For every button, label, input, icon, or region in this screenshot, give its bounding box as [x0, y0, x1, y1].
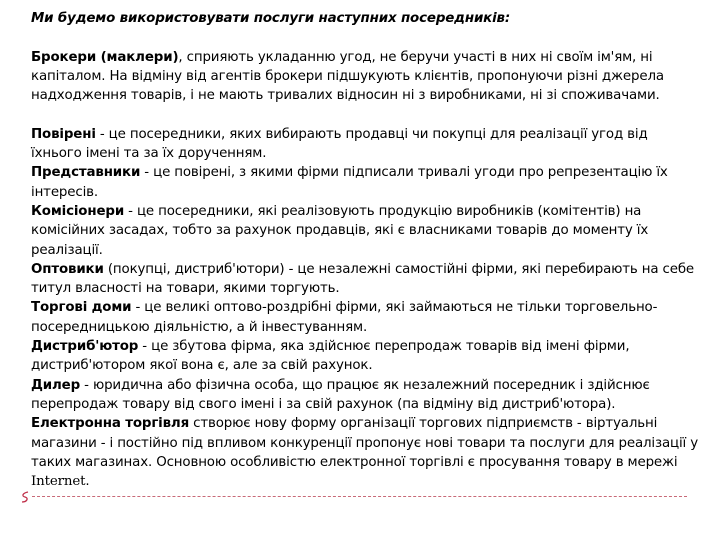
definition-poviren — [31, 125, 699, 164]
definition-komisionery — [31, 202, 699, 260]
definition-predstavnyky — [31, 163, 699, 202]
slide-content — [31, 9, 699, 491]
term-torgovi-domy: Торгові доми — [31, 300, 132, 316]
sentence-end: . — [85, 474, 90, 490]
definition-dealer — [31, 376, 699, 415]
definition-torgovi-domy — [31, 298, 699, 337]
definition-optovyky — [31, 260, 699, 299]
swirl-ornament-svg — [20, 491, 30, 503]
term-distributor: Дистриб'ютор — [31, 339, 139, 355]
definition-text: - це повірені, з якими фірми підписали тривалі угоди про репрезентацію їх інтересів. — [31, 165, 668, 200]
definition-text: - це посередники, які реалізовують продукцію виробників (комітентів) на комісійних засадах, тобто за рахунок продавців, які є власниками товарів до моменту їх реалізації. — [31, 203, 649, 258]
definition-brokers — [31, 48, 699, 106]
term-dealer: Дилер — [31, 377, 81, 393]
definition-text: - це великі оптово-роздрібні фірми, які займаються не тільки торговельно-посередницькою діяльністю, а й інвестуванням. — [31, 300, 658, 335]
internet-word: Internet — [31, 474, 86, 490]
definition-text: - юридична або фізична особа, що працює як незалежний посередник і здійснює перепродаж товару від свого імені і за свій рахунок (па відміну від дистриб'ютора). — [31, 377, 650, 412]
definition-distributor — [31, 337, 699, 376]
definition-brokers-text: , сприяють укладанню угод, не беручи участі в них ні своїм ім'ям, ні капіталом. На відміну від агентів брокери підшукують клієнтів, пропонуючи різні джерела надходження товарів, і не мають тривалих відносин ні з виробниками, ні зі споживачами. — [31, 49, 664, 104]
definition-ecommerce-text: створює нову форму організації торгових підприємств - віртуальні магазини - і постійно під впливом конкуренції пропонує нові товари та послуги для реалізації у таких магазинах. Основною особливістю електронної торгівлі є просування товару в мережі — [31, 416, 698, 470]
swirl-ornament-path — [22, 492, 28, 502]
term-poviren: Повірені — [31, 126, 96, 142]
paragraph-gap — [31, 105, 699, 124]
definition-text: - це збутова фірма, яка здійснює перепродаж товарів від імені фірми, дистриб'ютором якої вона є, але за свій рахунок. — [31, 339, 630, 374]
decorative-dashed-line — [32, 496, 687, 497]
definition-ecommerce — [31, 414, 699, 491]
term-predstavnyky: Представники — [31, 165, 141, 181]
definition-text: - це посередники, яких вибирають продавці чи покупці для реалізації угод від їхнього імені та за їх дорученням. — [31, 126, 648, 162]
term-komisionery: Комісіонери — [31, 203, 125, 219]
term-ecommerce: Електронна торгівля — [31, 416, 190, 432]
slide-heading: Ми будемо використовувати послуги наступних посередників: — [31, 11, 511, 26]
term-brokers: Брокери (маклери) — [31, 49, 179, 65]
swirl-ornament-icon — [20, 491, 30, 503]
definition-text: (покупці, дистриб'ютори) - це незалежні самостійні фірми, які перебирають на себе титул власності на товари, якими торгують. — [31, 261, 695, 297]
term-optovyky: Оптовики — [31, 261, 104, 277]
